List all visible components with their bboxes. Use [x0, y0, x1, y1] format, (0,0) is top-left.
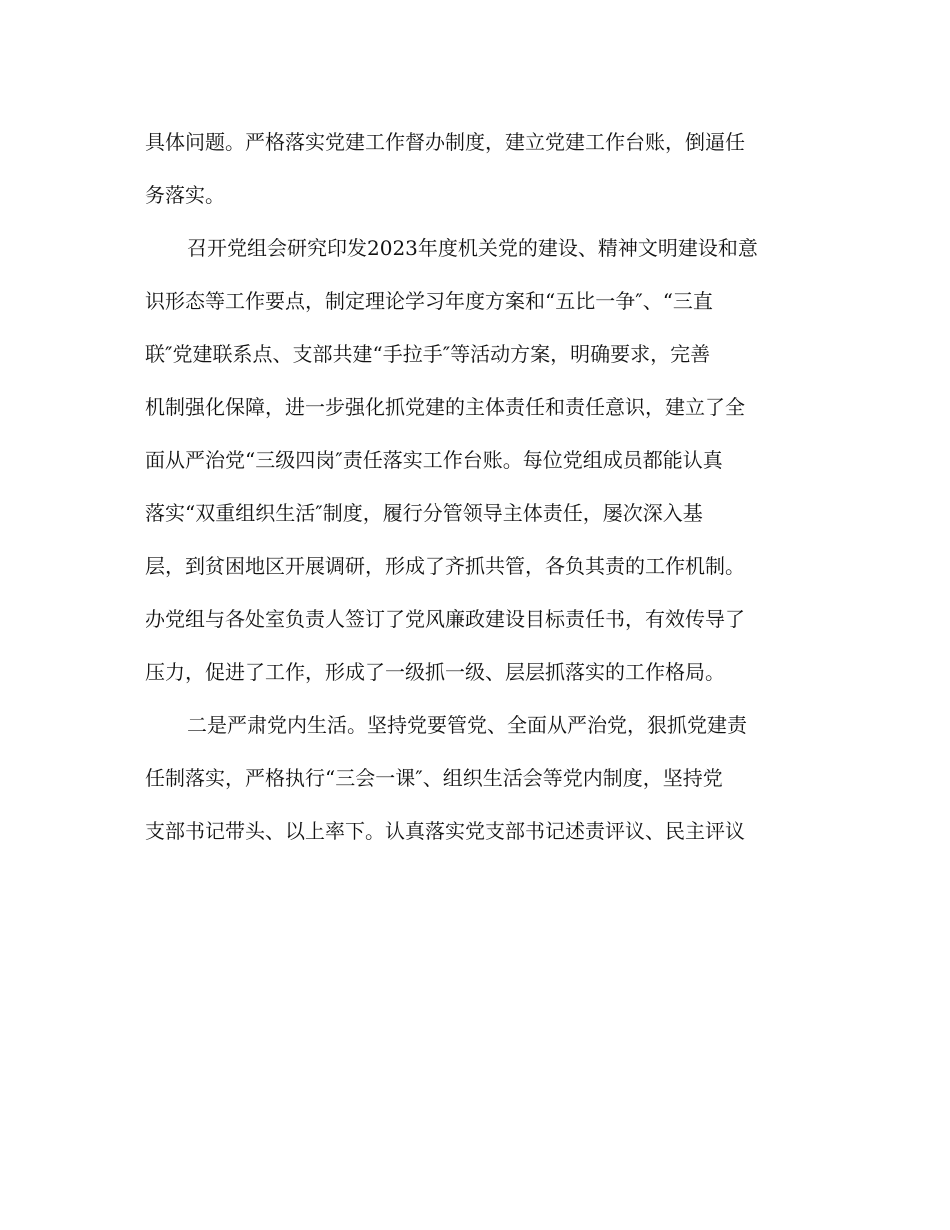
text-line-4: 识形态等工作要点，制定理论学习年度方案和“五比一争″、“三直	[145, 289, 713, 313]
text-line-7: 面从严治党“三级四岗″责任落实工作台账。每位党组成员都能认真	[145, 448, 723, 472]
paragraph-start-line-3: 召开党组会研究印发2023年度机关党的建设、精神文明建设和意	[187, 236, 758, 260]
text-line-13: 任制落实，严格执行“三会一课″、组织生活会等党内制度，坚持党	[145, 766, 723, 790]
text-line-5: 联″党建联系点、支部共建“手拉手″等活动方案，明确要求，完善	[145, 342, 711, 366]
text-line-14: 支部书记带头、以上率下。认真落实党支部书记述责评议、民主评议	[145, 819, 745, 843]
body-text	[145, 120, 805, 862]
text-line-11: 压力，促进了工作，形成了一级抓一级、层层抓落实的工作格局。	[145, 660, 725, 684]
text-line-8: 落实“双重组织生活″制度，履行分管领导主体责任，屡次深入基	[145, 501, 703, 525]
text-line-2: 务落实。	[145, 183, 225, 207]
text-line-9: 层，到贫困地区开展调研，形成了齐抓共管，各负其责的工作机制。	[145, 554, 745, 578]
text-line-6: 机制强化保障，进一步强化抓党建的主体责任和责任意识，建立了全	[145, 395, 745, 419]
paragraph-start-line-12: 二是严肃党内生活。坚持党要管党、全面从严治党，狠抓党建责	[187, 713, 747, 737]
text-line-10: 办党组与各处室负责人签订了党风廉政建设目标责任书，有效传导了	[145, 607, 745, 631]
text-line-1: 具体问题。严格落实党建工作督办制度，建立党建工作台账，倒逼任	[145, 130, 745, 154]
